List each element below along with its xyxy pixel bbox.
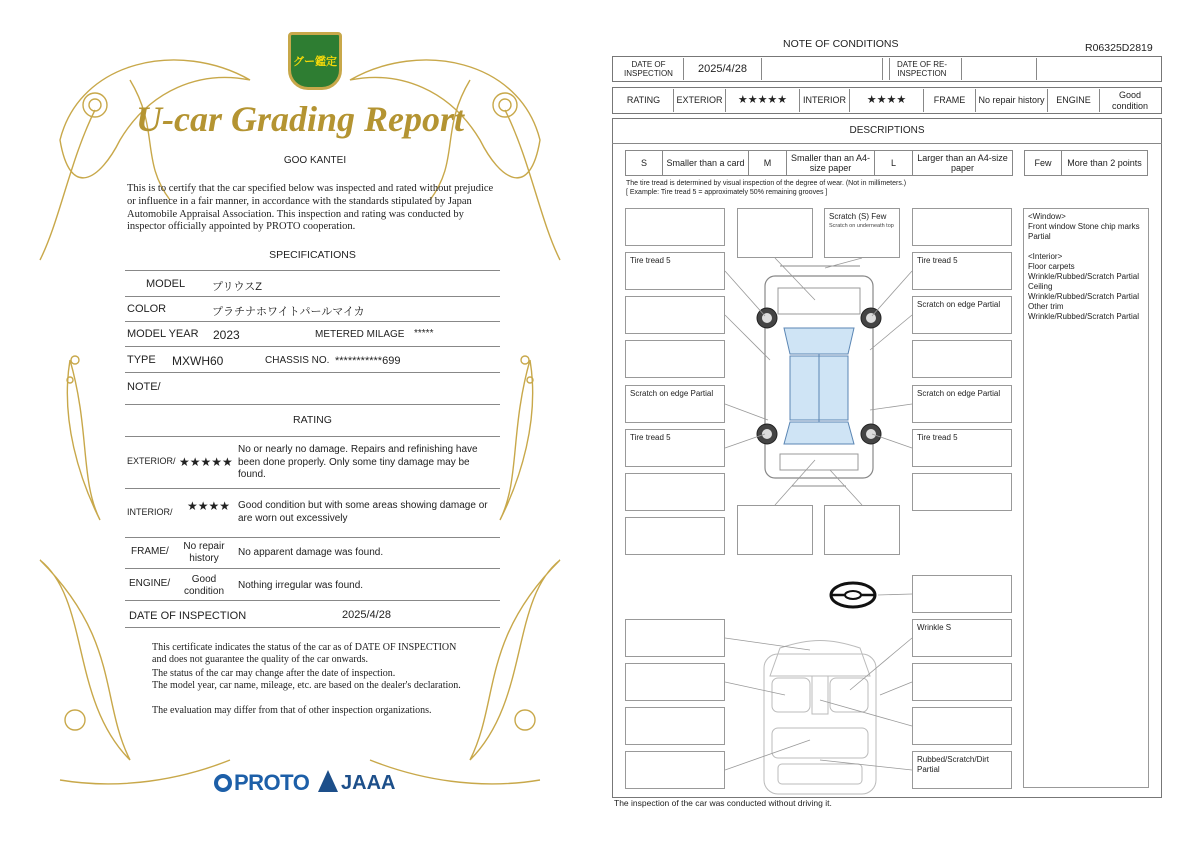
divider [125,296,500,297]
metered-value: ***** [414,328,434,339]
divider [125,346,500,347]
exterior-stars: ★★★★★ [726,89,800,112]
proto-logo [214,770,309,796]
divider [125,404,500,405]
divider [125,372,500,373]
condition-text: Tire tread 5 [630,256,671,265]
condition-text: Wrinkle S [917,623,952,632]
exterior-description: No or nearly no damage. Repairs and refinishing have been done properly. Only some tiny damage may be found. [238,444,478,480]
engine-value: Good condition [1111,90,1149,111]
footer-text-2: The status of the car may change after the date of inspection. [152,668,396,679]
date-of-reinspection-label: DATE OF RE-INSPECTION [882,58,962,80]
condition-text: Tire tread 5 [630,433,671,442]
divider [125,600,500,601]
divider [125,537,500,538]
model-label: MODEL [146,278,186,290]
condition-text: Scratch on edge Partial [917,389,1001,398]
rating-heading: RATING [293,414,332,426]
legend-l: L [875,150,913,176]
footer-text-4: The evaluation may differ from that of other inspection organizations. [152,705,432,716]
logo-text: グー鑑定 [293,56,337,68]
model-year-label: MODEL YEAR [127,328,199,340]
type-value: MXWH60 [172,354,224,368]
condition-text: Scratch on edge Partial [630,389,714,398]
report-title: U-car Grading Report [135,99,464,139]
date-of-inspection-value: 2025/4/28 [684,58,762,80]
metered-label: METERED MILAGE [315,329,405,340]
certification-text: This is to certify that the car specified below was inspected and rated without prejudice or influence in a fair manner, in accordance with the standards stipulated by Japan Automobile Appraisal Association. This inspection and rating was conducted by inspector officially appointed by PROTO cooperation. [127,183,494,233]
divider [125,488,500,489]
footer-text-1: This certificate indicates the status of the car as of DATE OF INSPECTION and does not guarantee the quality of the car onwards. [152,642,457,666]
jaaa-logo [318,770,395,795]
date-of-inspection-label: DATE OF INSPECTION [129,610,247,622]
exterior-label: EXTERIOR [674,89,726,112]
legend-m-desc: Smaller than an A4-size paper [787,150,875,176]
interior-stars: ★★★★ [850,89,924,112]
frame-value: No repair history [183,541,225,564]
condition-text: Tire tread 5 [917,433,958,442]
chassis-value: ***********699 [335,355,401,367]
jaaa-logo-text: JAAA [341,772,396,794]
condition-subtext: Scratch on underneath top [829,222,894,229]
color-value: プラチナホワイトパールマイカ [212,306,365,318]
legend-s-desc: Smaller than a card [663,150,749,176]
tire-note: The tire tread is determined by visual inspection of the degree of wear. (Not in millimeters.) [626,180,907,187]
legend-s: S [625,150,663,176]
chassis-label: CHASSIS NO. [265,355,330,366]
engine-value: Good condition [183,574,225,597]
color-label: COLOR [127,303,167,315]
model-year-value: 2023 [213,328,240,342]
frame-description: No apparent damage was found. [238,547,384,558]
legend-few-desc: More than 2 points [1062,150,1148,176]
legend-l-desc: Larger than an A4-size paper [913,150,1013,176]
interior-description: Good condition but with some areas showing damage or are worn out excessively [238,500,488,524]
interior-label: INTERIOR/ [127,507,173,517]
divider [125,436,500,437]
engine-description: Nothing irregular was found. [238,580,364,591]
proto-mark-icon [214,774,232,792]
note-label: NOTE/ [127,381,161,393]
tire-note-example: [ Example: Tire tread 5 = approximately 50% remaining grooves ] [626,189,828,196]
type-label: TYPE [127,354,156,366]
specifications-heading: SPECIFICATIONS [269,249,356,261]
interior-stars: ★★★★ [187,499,231,513]
frame-value: No repair history [976,89,1048,112]
date-of-inspection-label: DATE OF INSPECTION [614,58,684,80]
condition-text: Scratch on edge Partial [917,300,1001,309]
rating-label: RATING [614,89,674,112]
note-of-conditions [600,0,1200,848]
notes-title: NOTE OF CONDITIONS [783,38,899,50]
divider [125,321,500,322]
divider [125,270,500,271]
jaaa-mark-icon [318,770,338,792]
condition-text: Scratch (S) Few [829,212,887,221]
divider [125,568,500,569]
report-subtitle: GOO KANTEI [283,155,347,166]
model-value: プリウスZ [212,281,262,293]
descriptions-heading: DESCRIPTIONS [612,118,1162,144]
footer-text-3: The model year, car name, mileage, etc. are based on the dealer's declaration. [152,680,461,691]
goo-kantei-logo [288,32,342,90]
divider [125,627,500,628]
condition-text: Rubbed/Scratch/Dirt Partial [917,755,990,774]
frame-label: FRAME [924,89,976,112]
exterior-label: EXTERIOR/ [127,456,176,466]
notes-footer: The inspection of the car was conducted without driving it. [614,798,832,808]
exterior-stars: ★★★★★ [179,455,233,469]
frame-label: FRAME/ [131,546,169,557]
engine-label: ENGINE/ [129,578,171,589]
engine-label: ENGINE [1048,89,1100,112]
proto-logo-text: PROTO [234,770,310,795]
side-notes-box [1023,208,1149,788]
reference-number: R06325D2819 [1085,42,1153,54]
date-of-inspection-value: 2025/4/28 [342,609,391,621]
legend-m: M [749,150,787,176]
condition-text: Tire tread 5 [917,256,958,265]
interior-label: INTERIOR [800,89,850,112]
side-notes-text: <Window> Front window Stone chip marks Partial <Interior> Floor carpets Wrinkle/Rubbed/Scratch Partial Ceiling Wrinkle/Rubbed/Scratch Partial Other trim Wrinkle/Rubbed/Scratch Partial [1028,212,1140,321]
legend-few: Few [1024,150,1062,176]
